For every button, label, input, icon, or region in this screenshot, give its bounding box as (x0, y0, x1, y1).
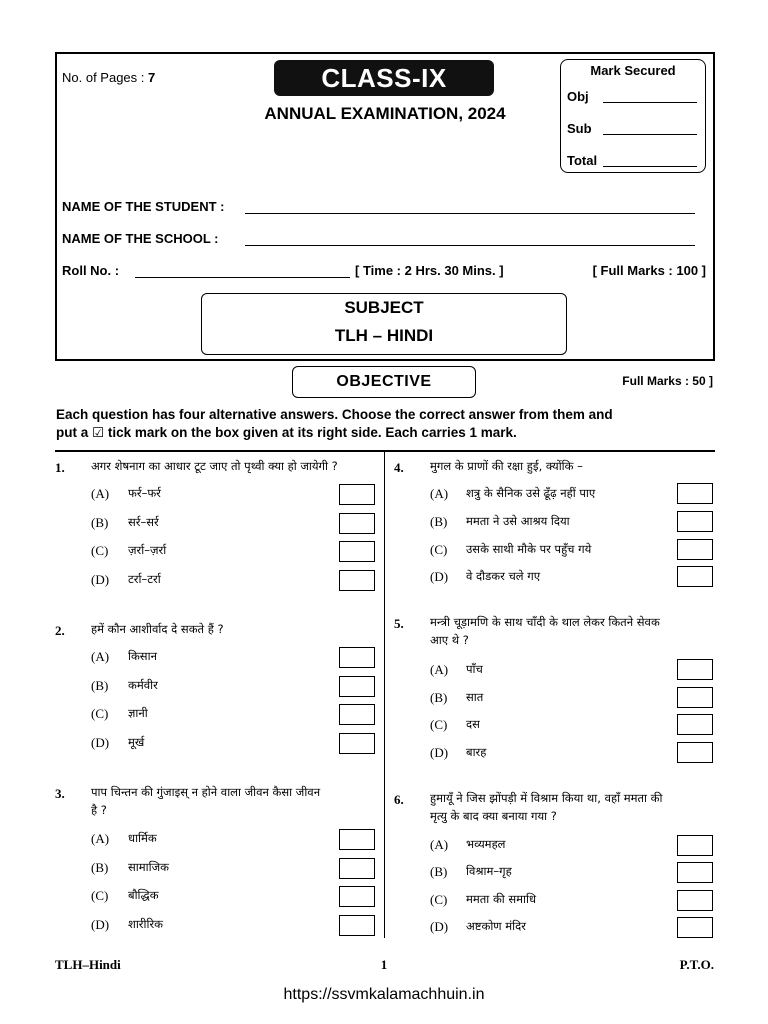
question-text: अगर शेषनाग का आधार टूट जाए तो पृथ्वी क्या हो जायेगी ? (91, 459, 338, 473)
roll-no-label: Roll No. : (62, 263, 120, 278)
option-label: (A) (91, 486, 110, 501)
question-number: 5. (394, 616, 404, 631)
option-text: फर्र–फर्र (128, 486, 161, 500)
marks-obj-label: Obj (567, 89, 589, 104)
answer-checkbox[interactable] (677, 539, 713, 560)
question-text: है ? (91, 803, 107, 817)
marks-secured-title: Mark Secured (590, 63, 676, 78)
instruction-line-2: put a ☑ tick mark on the box given at its right side. Each carries 1 mark. (56, 425, 517, 440)
page-count-value: 7 (148, 70, 156, 85)
question-text: हमें कौन आशीर्वाद दे सकते हैं ? (91, 622, 224, 636)
answer-checkbox[interactable] (677, 483, 713, 504)
page-count (62, 70, 155, 85)
subject-label: SUBJECT (344, 298, 424, 317)
answer-checkbox[interactable] (339, 541, 375, 562)
source-url[interactable]: https://ssvmkalamachhuin.in (283, 986, 485, 1003)
answer-checkbox[interactable] (339, 676, 375, 697)
option-label: (B) (430, 690, 448, 705)
marks-total-label: Total (567, 153, 598, 168)
questions-top-rule (55, 450, 715, 452)
option-label: (C) (91, 543, 109, 558)
footer-subject: TLH–Hindi (55, 957, 121, 972)
option-label: (D) (91, 572, 110, 587)
option-text: अष्टकोण मंदिर (466, 919, 526, 933)
objective-title: OBJECTIVE (292, 366, 476, 398)
option-label: (A) (91, 649, 110, 664)
question-text: मृत्यु के बाद क्या बनाया गया ? (430, 809, 557, 823)
student-name-field[interactable] (245, 200, 695, 214)
marks-sub-line[interactable] (603, 123, 697, 135)
option-text: टर्रा–टर्रा (128, 572, 161, 586)
option-label: (D) (430, 919, 449, 934)
option-text: शारीरिक (128, 917, 163, 931)
marks-obj-line[interactable] (603, 91, 697, 103)
column-divider (384, 452, 385, 938)
marks-total-line[interactable] (603, 155, 697, 167)
option-text: ज्ञानी (128, 706, 148, 720)
question-number: 2. (55, 623, 65, 638)
option-text: शत्रु के सैनिक उसे ढूँढ़ नहीं पाए (466, 486, 596, 500)
answer-checkbox[interactable] (339, 915, 375, 936)
option-label: (A) (430, 837, 449, 852)
roll-no-field[interactable] (135, 264, 350, 278)
answer-checkbox[interactable] (339, 858, 375, 879)
question-number: 3. (55, 786, 65, 801)
question-number: 4. (394, 460, 404, 475)
answer-checkbox[interactable] (339, 647, 375, 668)
option-label: (C) (430, 892, 448, 907)
instructions (56, 406, 716, 442)
answer-checkbox[interactable] (677, 511, 713, 532)
option-text: वे दौडकर चले गए (466, 569, 541, 583)
option-label: (B) (91, 515, 109, 530)
option-label: (B) (430, 864, 448, 879)
option-label: (D) (91, 735, 110, 750)
option-text: सर्र–सर्र (128, 515, 159, 529)
answer-checkbox[interactable] (677, 917, 713, 938)
question-text: मुगल के प्राणों की रक्षा हुई, क्योंकि – (430, 459, 583, 473)
answer-checkbox[interactable] (677, 714, 713, 735)
option-label: (D) (430, 569, 449, 584)
option-label: (C) (430, 542, 448, 557)
school-name-label: NAME OF THE SCHOOL : (62, 231, 219, 246)
option-text: पाँच (466, 662, 483, 676)
answer-checkbox[interactable] (677, 566, 713, 587)
pto-label: P.T.O. (679, 957, 714, 972)
answer-checkbox[interactable] (677, 890, 713, 911)
option-label: (A) (91, 831, 110, 846)
option-label: (C) (430, 717, 448, 732)
option-text: ज़र्रा–ज़र्रा (128, 543, 167, 557)
option-text: धार्मिक (128, 831, 157, 845)
option-label: (B) (91, 860, 109, 875)
marks-sub-label: Sub (567, 121, 592, 136)
option-text: बारह (466, 745, 487, 759)
option-label: (A) (430, 662, 449, 677)
objective-full-marks: Full Marks : 50 ] (622, 374, 713, 388)
answer-checkbox[interactable] (677, 659, 713, 680)
option-text: मूर्ख (128, 735, 145, 749)
page-count-label: No. of Pages : (62, 70, 148, 85)
question-text: हुमायूँ ने जिस झोंपड़ी में विश्राम किया था, वहाँ ममता की (430, 791, 663, 805)
option-text: दस (466, 717, 480, 731)
option-text: भव्यमहल (466, 837, 506, 851)
answer-checkbox[interactable] (339, 704, 375, 725)
school-name-field[interactable] (245, 232, 695, 246)
question-number: 1. (55, 460, 65, 475)
answer-checkbox[interactable] (339, 886, 375, 907)
option-text: बौद्धिक (128, 888, 159, 902)
option-label: (B) (91, 678, 109, 693)
answer-checkbox[interactable] (677, 742, 713, 763)
option-text: ममता की समाधि (466, 892, 537, 906)
option-text: विश्राम–गृह (466, 864, 512, 878)
option-label: (B) (430, 514, 448, 529)
student-name-label: NAME OF THE STUDENT : (62, 199, 225, 214)
question-text: मन्त्री चूड़ामणि के साथ चाँदी के थाल लेकर कितने सेवक (430, 615, 660, 629)
option-text: ममता ने उसे आश्रय दिया (466, 514, 570, 528)
answer-checkbox[interactable] (339, 570, 375, 591)
exam-time: [ Time : 2 Hrs. 30 Mins. ] (355, 263, 504, 278)
page-number: 1 (380, 957, 388, 972)
option-text: किसान (128, 649, 157, 663)
answer-checkbox[interactable] (339, 829, 375, 850)
exam-title: ANNUAL EXAMINATION, 2024 (264, 104, 506, 123)
answer-checkbox[interactable] (677, 687, 713, 708)
question-text: आए थे ? (430, 633, 469, 647)
option-text: उसके साथी मौके पर पहुँच गये (466, 542, 592, 556)
option-label: (C) (91, 706, 109, 721)
full-marks-total: [ Full Marks : 100 ] (592, 263, 706, 278)
option-label: (A) (430, 486, 449, 501)
option-text: सात (466, 690, 484, 704)
option-text: सामाजिक (128, 860, 169, 874)
question-number: 6. (394, 792, 404, 807)
subject-name: TLH – HINDI (334, 326, 434, 345)
answer-checkbox[interactable] (677, 862, 713, 883)
answer-checkbox[interactable] (677, 835, 713, 856)
option-label: (D) (430, 745, 449, 760)
option-text: कर्मवीर (128, 678, 158, 692)
class-title: CLASS-IX (274, 60, 494, 96)
answer-checkbox[interactable] (339, 513, 375, 534)
answer-checkbox[interactable] (339, 484, 375, 505)
question-text: पाप चिन्तन की गुंजाइस् न होने वाला जीवन कैसा जीवन (91, 785, 321, 799)
option-label: (C) (91, 888, 109, 903)
answer-checkbox[interactable] (339, 733, 375, 754)
instruction-line-1: Each question has four alternative answers. Choose the correct answer from them and (56, 407, 613, 422)
option-label: (D) (91, 917, 110, 932)
